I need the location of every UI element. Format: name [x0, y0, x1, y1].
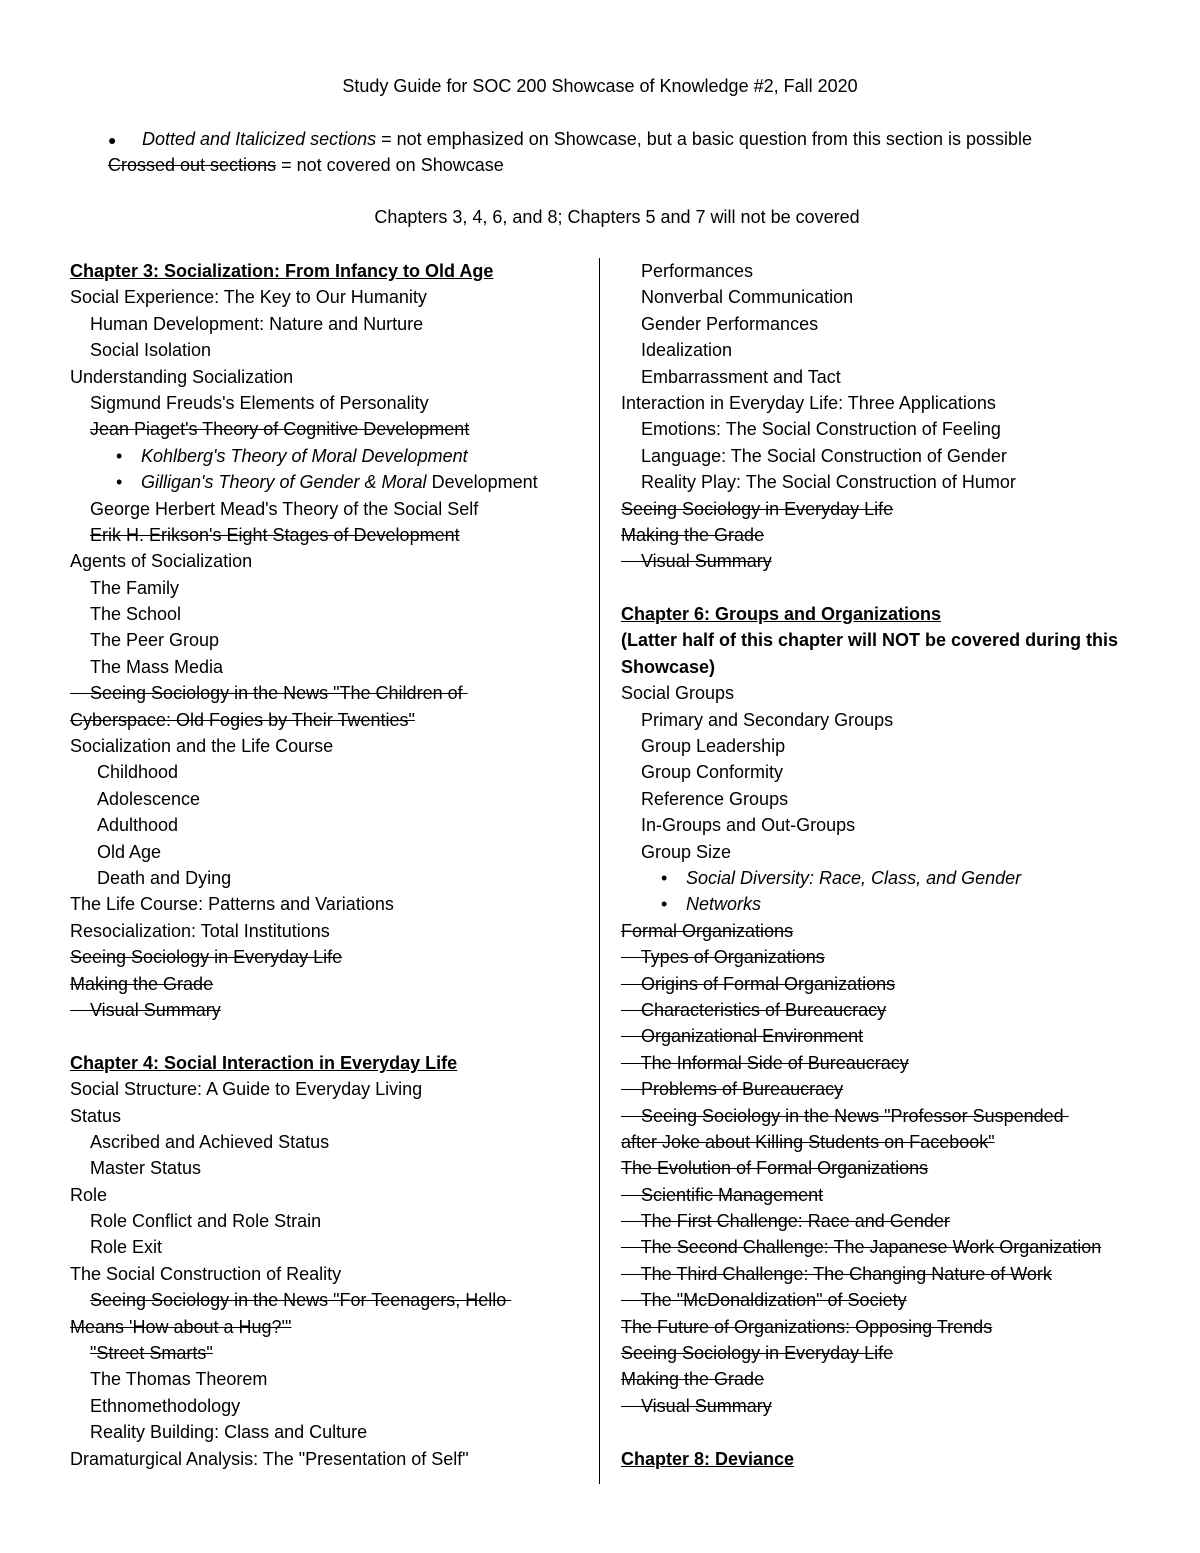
outline-item — [621, 416, 1156, 442]
item-text: Interaction in Everyday Life: Three Applications — [621, 392, 996, 413]
item-text: Chapter 6: Groups and Organizations — [621, 604, 942, 625]
item-text: Reality Play: The Social Construction of Humor — [641, 472, 1016, 493]
item-text: Chapter 8: Deviance — [621, 1448, 795, 1469]
outline-item — [621, 1340, 1156, 1366]
item-text: Primary and Secondary Groups — [641, 709, 894, 730]
outline-item — [70, 1261, 595, 1287]
outline-item — [621, 1023, 1156, 1049]
item-text: Kohlberg's Theory of Moral Development — [141, 445, 468, 466]
outline-item — [70, 1393, 595, 1419]
item-text: Ethnomethodology — [90, 1395, 241, 1416]
outline-item — [621, 1050, 1156, 1076]
item-text: Visual Summary — [621, 551, 772, 572]
item-text: The Social Construction of Reality — [70, 1263, 342, 1284]
outline-item — [70, 548, 595, 574]
outline-item — [621, 680, 1156, 706]
outline-item — [70, 733, 595, 759]
item-text: The Second Challenge: The Japanese Work Organization — [621, 1237, 1102, 1258]
outline-item — [70, 759, 595, 785]
outline-item — [621, 1261, 1156, 1287]
outline-item — [70, 575, 595, 601]
item-text: Gilligan's Theory of Gender & Moral — [141, 472, 427, 493]
blank-line — [70, 1023, 595, 1049]
right-column — [621, 258, 1156, 1472]
outline-item — [70, 522, 595, 548]
item-text: Old Age — [97, 841, 162, 862]
outline-item — [70, 1208, 595, 1234]
item-text: The Family — [90, 577, 180, 598]
outline-item — [70, 1419, 595, 1445]
item-text: Origins of Formal Organizations — [621, 973, 896, 994]
document-title: Study Guide for SOC 200 Showcase of Knowledge #2, Fall 2020 — [342, 76, 858, 96]
item-text: Adulthood — [97, 815, 179, 836]
item-text: Organizational Environment — [621, 1026, 864, 1047]
item-text: "Street Smarts" — [90, 1343, 213, 1364]
outline-item — [621, 759, 1156, 785]
outline-item — [621, 1076, 1156, 1102]
chapter-heading — [70, 258, 595, 284]
item-text: The School — [90, 604, 182, 625]
item-text: Dramaturgical Analysis: The "Presentation of Self" — [70, 1448, 469, 1469]
item-text: Death and Dying — [97, 867, 232, 888]
chapter-heading — [621, 1446, 1156, 1472]
item-text: Embarrassment and Tact — [641, 366, 841, 387]
item-text: Making the Grade — [70, 973, 214, 994]
item-text: Group Leadership — [641, 736, 786, 757]
item-text: Scientific Management — [621, 1184, 824, 1205]
outline-item — [70, 1182, 595, 1208]
outline-item — [70, 496, 595, 522]
chapter-heading — [621, 601, 1156, 627]
outline-item — [621, 496, 1156, 522]
item-text: The Peer Group — [90, 630, 220, 651]
outline-item — [621, 390, 1156, 416]
item-text: Reality Building: Class and Culture — [90, 1422, 368, 1443]
outline-item — [70, 1340, 595, 1366]
outline-item — [70, 1287, 595, 1313]
item-text: Idealization — [641, 340, 733, 361]
item-text: Emotions: The Social Construction of Feeling — [641, 419, 1001, 440]
item-text: The Life Course: Patterns and Variations — [70, 894, 394, 915]
item-text: The First Challenge: Race and Gender — [621, 1211, 950, 1232]
blank-line — [621, 1419, 1156, 1445]
item-text: Making the Grade — [621, 524, 765, 545]
outline-item — [70, 627, 595, 653]
outline-item — [621, 337, 1156, 363]
outline-item — [70, 971, 595, 997]
item-text: Group Conformity — [641, 762, 784, 783]
item-text: Ascribed and Achieved Status — [90, 1131, 330, 1152]
item-text: Socialization and the Life Course — [70, 736, 334, 757]
item-text: Means 'How about a Hug?'" — [70, 1316, 292, 1337]
item-text: (Latter half of this chapter will NOT be covered during this Showcase) — [621, 630, 1119, 677]
outline-item — [621, 1103, 1156, 1129]
outline-item — [70, 786, 595, 812]
item-text: Chapter 4: Social Interaction in Everyday Life — [70, 1052, 458, 1073]
left-column — [70, 258, 595, 1472]
item-text: Visual Summary — [621, 1395, 772, 1416]
outline-item — [70, 680, 595, 706]
outline-item — [621, 1393, 1156, 1419]
outline-item — [621, 364, 1156, 390]
outline-item — [621, 627, 1156, 680]
legend-italic-text: = not emphasized on Showcase, but a basic question from this section is possible — [376, 129, 1033, 149]
blank-line — [621, 575, 1156, 601]
legend-crossed-label: Crossed out sections — [108, 155, 277, 175]
item-text: Seeing Sociology in Everyday Life — [621, 1343, 894, 1364]
item-text: Jean Piaget's Theory of Cognitive Development — [90, 419, 470, 440]
outline-item — [621, 1155, 1156, 1181]
item-text: Social Experience: The Key to Our Humanity — [70, 287, 427, 308]
outline-item — [621, 944, 1156, 970]
legend-crossed-note — [108, 153, 504, 177]
item-text: Social Structure: A Guide to Everyday Living — [70, 1079, 423, 1100]
outline-item — [70, 944, 595, 970]
outline-item — [621, 311, 1156, 337]
item-text: Erik H. Erikson's Eight Stages of Development — [90, 524, 460, 545]
item-text: Understanding Socialization — [70, 366, 294, 387]
item-text: after Joke about Killing Students on Facebook" — [621, 1131, 995, 1152]
bullet-icon: ● — [108, 132, 117, 148]
outline-item — [70, 918, 595, 944]
item-text: The Informal Side of Bureaucracy — [621, 1052, 909, 1073]
outline-item — [621, 284, 1156, 310]
item-text: Childhood — [97, 762, 179, 783]
outline-item — [70, 1129, 595, 1155]
outline-item — [70, 416, 595, 442]
outline-item — [621, 891, 1156, 917]
outline-item — [621, 786, 1156, 812]
outline-item — [70, 390, 595, 416]
item-text: Seeing Sociology in Everyday Life — [621, 498, 894, 519]
outline-item — [70, 443, 595, 469]
legend-italic-note — [108, 127, 1032, 152]
item-text: Seeing Sociology in the News "The Children of — [70, 683, 468, 704]
outline-item — [70, 707, 595, 733]
item-text: Social Groups — [621, 683, 735, 704]
item-text: Cyberspace: Old Fogies by Their Twenties" — [70, 709, 415, 730]
outline-item — [70, 311, 595, 337]
outline-item — [621, 1366, 1156, 1392]
item-text: Social Diversity: Race, Class, and Gender — [686, 868, 1022, 889]
outline-item — [621, 865, 1156, 891]
outline-item — [621, 812, 1156, 838]
outline-item — [621, 443, 1156, 469]
outline-item — [621, 1287, 1156, 1313]
outline-item — [621, 469, 1156, 495]
item-text: Gender Performances — [641, 313, 819, 334]
outline-item — [70, 284, 595, 310]
item-text: Language: The Social Construction of Gender — [641, 445, 1007, 466]
item-text: George Herbert Mead's Theory of the Social Self — [90, 498, 479, 519]
item-text: In-Groups and Out-Groups — [641, 815, 856, 836]
item-text: Agents of Socialization — [70, 551, 253, 572]
item-text: The Third Challenge: The Changing Nature of Work — [621, 1263, 1052, 1284]
item-text: The Mass Media — [90, 656, 224, 677]
outline-item — [70, 1446, 595, 1472]
item-text: The Evolution of Formal Organizations — [621, 1158, 929, 1179]
item-text: Seeing Sociology in the News "Professor Suspended — [621, 1105, 1069, 1126]
item-text: Visual Summary — [70, 999, 221, 1020]
outline-item — [70, 601, 595, 627]
outline-item — [70, 1103, 595, 1129]
item-text: Chapter 3: Socialization: From Infancy to Old Age — [70, 261, 494, 281]
outline-item — [621, 1208, 1156, 1234]
outline-item — [621, 548, 1156, 574]
outline-item — [70, 469, 595, 495]
outline-item — [70, 997, 595, 1023]
item-text-suffix: Development — [426, 472, 538, 493]
outline-item — [621, 997, 1156, 1023]
item-text: Making the Grade — [621, 1369, 765, 1390]
item-text: Seeing Sociology in Everyday Life — [70, 947, 343, 968]
outline-item — [621, 1182, 1156, 1208]
item-text: Types of Organizations — [621, 947, 825, 968]
column-divider — [599, 258, 600, 1484]
outline-item — [621, 1314, 1156, 1340]
outline-item — [70, 1314, 595, 1340]
item-text: Master Status — [90, 1158, 202, 1179]
chapters-note: Chapters 3, 4, 6, and 8; Chapters 5 and 7 will not be covered — [374, 207, 860, 227]
item-text: Social Isolation — [90, 340, 212, 361]
outline-item — [621, 839, 1156, 865]
item-text: Role Exit — [90, 1237, 163, 1258]
outline-item — [621, 1129, 1156, 1155]
item-text: Role — [70, 1184, 108, 1205]
outline-item — [70, 364, 595, 390]
outline-item — [70, 891, 595, 917]
outline-item — [70, 654, 595, 680]
outline-item — [70, 1234, 595, 1260]
item-text: Group Size — [641, 841, 732, 862]
item-text: Adolescence — [97, 788, 201, 809]
item-text: Performances — [641, 261, 754, 281]
item-text: Nonverbal Communication — [641, 287, 854, 308]
legend-italic-label: Dotted and Italicized sections — [142, 129, 377, 149]
item-text: Human Development: Nature and Nurture — [90, 313, 424, 334]
outline-item — [621, 733, 1156, 759]
outline-item — [621, 707, 1156, 733]
outline-item — [621, 918, 1156, 944]
item-text: Problems of Bureaucracy — [621, 1079, 844, 1100]
outline-item — [70, 1155, 595, 1181]
item-text: The Thomas Theorem — [90, 1369, 268, 1390]
outline-item — [70, 1366, 595, 1392]
outline-item — [70, 1076, 595, 1102]
outline-item — [70, 812, 595, 838]
legend-crossed-text: = not covered on Showcase — [276, 155, 504, 175]
outline-item — [70, 337, 595, 363]
item-text: Status — [70, 1105, 122, 1126]
outline-item — [621, 1234, 1156, 1260]
item-text: Resocialization: Total Institutions — [70, 920, 330, 941]
item-text: Sigmund Freuds's Elements of Personality — [90, 392, 429, 413]
outline-item — [621, 971, 1156, 997]
item-text: The "McDonaldization" of Society — [621, 1290, 907, 1311]
chapter-heading — [70, 1050, 595, 1076]
item-text: Role Conflict and Role Strain — [90, 1211, 322, 1232]
item-text: Networks — [686, 894, 762, 915]
item-text: Formal Organizations — [621, 920, 794, 941]
item-text: Seeing Sociology in the News "For Teenagers, Hello — [90, 1290, 512, 1311]
item-text: Reference Groups — [641, 788, 789, 809]
outline-item — [621, 522, 1156, 548]
outline-item — [70, 839, 595, 865]
outline-item — [621, 258, 1156, 284]
item-text: Characteristics of Bureaucracy — [621, 999, 887, 1020]
outline-item — [70, 865, 595, 891]
item-text: The Future of Organizations: Opposing Trends — [621, 1316, 993, 1337]
